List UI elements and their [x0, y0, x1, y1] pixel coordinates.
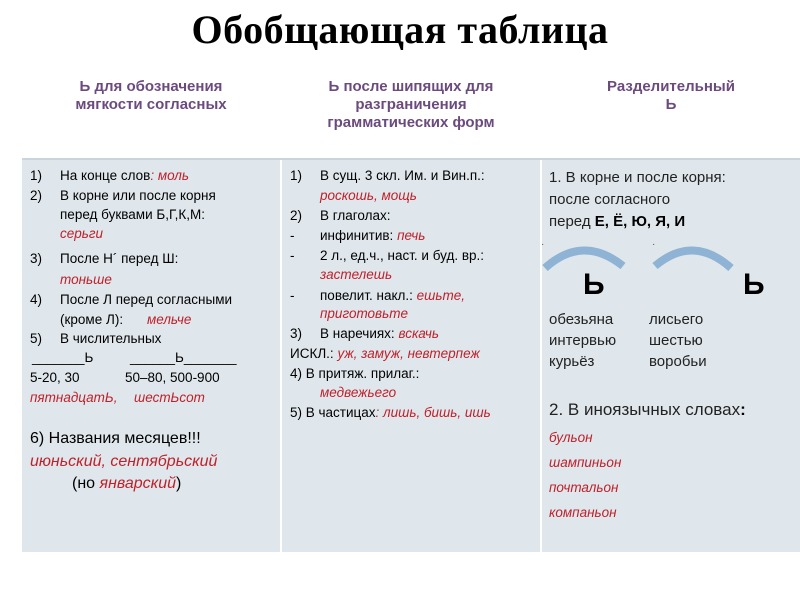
col2-item1-text: В сущ. 3 скл. Им. и Вин.п.: — [320, 168, 485, 183]
col3-word: воробьи — [649, 353, 707, 370]
col2-exception-label: ИСКЛ.: — [290, 346, 334, 361]
col1-item1-text: На конце слов — [60, 168, 151, 183]
col2-item1-example: роскошь, мощь — [320, 188, 417, 203]
col3-item1-line1: 1. В корне и после корня: — [549, 169, 726, 186]
header-col2-line3: грамматических форм — [327, 114, 495, 131]
col1-item2-line1: В корне или после корня — [60, 188, 216, 203]
col3-foreign-word: шампиньон — [549, 455, 622, 470]
col1-item4-line1: После Л перед согласными — [60, 292, 233, 307]
header-col1-line1: Ь для обозначения — [79, 78, 223, 95]
col1-item6-note-close: ) — [176, 475, 182, 492]
col1-item5-range-b: 50–80, 500-900 — [125, 370, 220, 385]
col3-item1-line2: после согласного — [549, 191, 671, 208]
col1-item4-line2: (кроме Л): — [60, 312, 124, 327]
col3-foreign-word: почтальон — [549, 480, 619, 495]
header-col3 — [542, 78, 800, 114]
col2-item2-infinitive-example: печь — [397, 228, 426, 243]
col3-item1-line3 — [549, 212, 685, 231]
col2-item2-imperative-example: ешьте, — [416, 288, 465, 303]
col2-item2-text: В глаголах: — [320, 208, 391, 223]
col1-item6-example: июньский, сентябрьский — [30, 453, 218, 470]
col1-item5-example-a: пятнадцатЬ, — [30, 390, 118, 405]
soft-sign-right: Ь — [743, 268, 765, 301]
col3-item1-before: перед — [549, 213, 595, 230]
col1-item1-example: : моль — [150, 168, 190, 183]
col2-item5-example: : лишь, бишь, ишь — [375, 405, 491, 420]
dot-marker: · — [541, 239, 545, 250]
col1-num-3: 3) — [30, 251, 43, 266]
col2-item2-person: 2 л., ед.ч., наст. и буд. вр.: — [320, 248, 485, 263]
col2-num-1: 1) — [290, 168, 303, 183]
col3-item1-letters: Е, Ё, Ю, Я, И — [594, 213, 686, 230]
col1-item1 — [60, 168, 189, 183]
col2-dash-1: - — [290, 228, 295, 243]
col1-item5-range-a: 5-20, 30 — [30, 370, 80, 385]
col3-foreign-word: бульон — [549, 430, 593, 445]
col2-dash-2: - — [290, 248, 295, 263]
col1-num-4: 4) — [30, 292, 43, 307]
col2-dash-3: - — [290, 288, 295, 303]
header-col2 — [282, 78, 540, 132]
header-col2-line1: Ь после шипящих для — [328, 78, 494, 95]
dot-marker: · — [652, 239, 656, 250]
col2-item2-infinitive — [320, 228, 425, 243]
col1-item6-note — [72, 475, 181, 493]
col2-item3-text: В наречиях: — [320, 326, 395, 341]
col1-num-2: 2) — [30, 188, 43, 203]
col2-item2-infinitive-text: инфинитив: — [320, 228, 394, 243]
col1-item6-note-word: январский — [99, 475, 177, 492]
page-title: Обобщающая таблица — [191, 7, 609, 52]
header-col1-line2: мягкости согласных — [75, 96, 227, 113]
col2-exception-words: уж, замуж, невтерпеж — [337, 346, 480, 361]
col2-item5 — [290, 405, 491, 420]
col3-word: курьёз — [549, 353, 595, 370]
col2-num-3: 3) — [290, 326, 303, 341]
arc-arrow-left — [545, 250, 623, 268]
col1-item5-text: В числительных — [60, 331, 162, 346]
col1-item5-soft-b: ______Ь_______ — [130, 350, 237, 365]
header-col3-line1: Разделительный — [607, 78, 735, 95]
col3-word: лисьего — [649, 311, 704, 328]
arc-arrow-right — [655, 250, 731, 268]
col2-item2-imperative-text: повелит. накл.: — [320, 288, 413, 303]
col1-item2-line2: перед буквами Б,Г,К,М: — [60, 207, 205, 222]
col3-word: обезьяна — [549, 311, 614, 328]
col2-item2-person-example: застелешь — [320, 267, 393, 282]
col1-item6-text: 6) Названия месяцев!!! — [30, 430, 201, 447]
col3-word: шестью — [649, 332, 703, 349]
col3-foreign-word: компаньон — [549, 505, 617, 520]
col3-item2-colon: : — [740, 400, 746, 419]
soft-sign-left: Ь — [583, 268, 605, 301]
col1-item3-text: После Н´ перед Ш: — [60, 251, 179, 266]
header-col2-line2: разграничения — [355, 96, 467, 113]
header-col1 — [22, 78, 280, 114]
col2-item2-imperative-example2: приготовьте — [320, 306, 408, 321]
col1-item6-note-open: (но — [72, 475, 100, 492]
col3-item2-text — [549, 400, 746, 419]
col1-num-5: 5) — [30, 331, 43, 346]
col2-item5-text: 5) В частицах — [290, 405, 376, 420]
col1-item3-example: тоньше — [60, 272, 112, 287]
col1-item5-example-b: шестЬсот — [134, 390, 205, 405]
col2-item2-imperative — [320, 288, 465, 303]
col1-item5-soft-a: _______Ь — [32, 350, 94, 365]
col3-word: интервью — [549, 332, 617, 349]
col1-num-1: 1) — [30, 168, 43, 183]
col1-item2-example: серьги — [60, 226, 104, 241]
col2-item4-text: 4) В притяж. прилаг.: — [290, 366, 420, 381]
col2-item4-example: медвежьего — [320, 385, 397, 400]
col2-exception — [290, 346, 480, 361]
col2-num-2: 2) — [290, 208, 303, 223]
header-col3-line2: Ь — [665, 96, 677, 113]
col3-item2-label: 2. В иноязычных словах — [549, 400, 741, 419]
col2-item3 — [320, 326, 439, 341]
col1-item4-example: мельче — [147, 312, 192, 327]
col2-item3-example: вскачь — [398, 326, 440, 341]
